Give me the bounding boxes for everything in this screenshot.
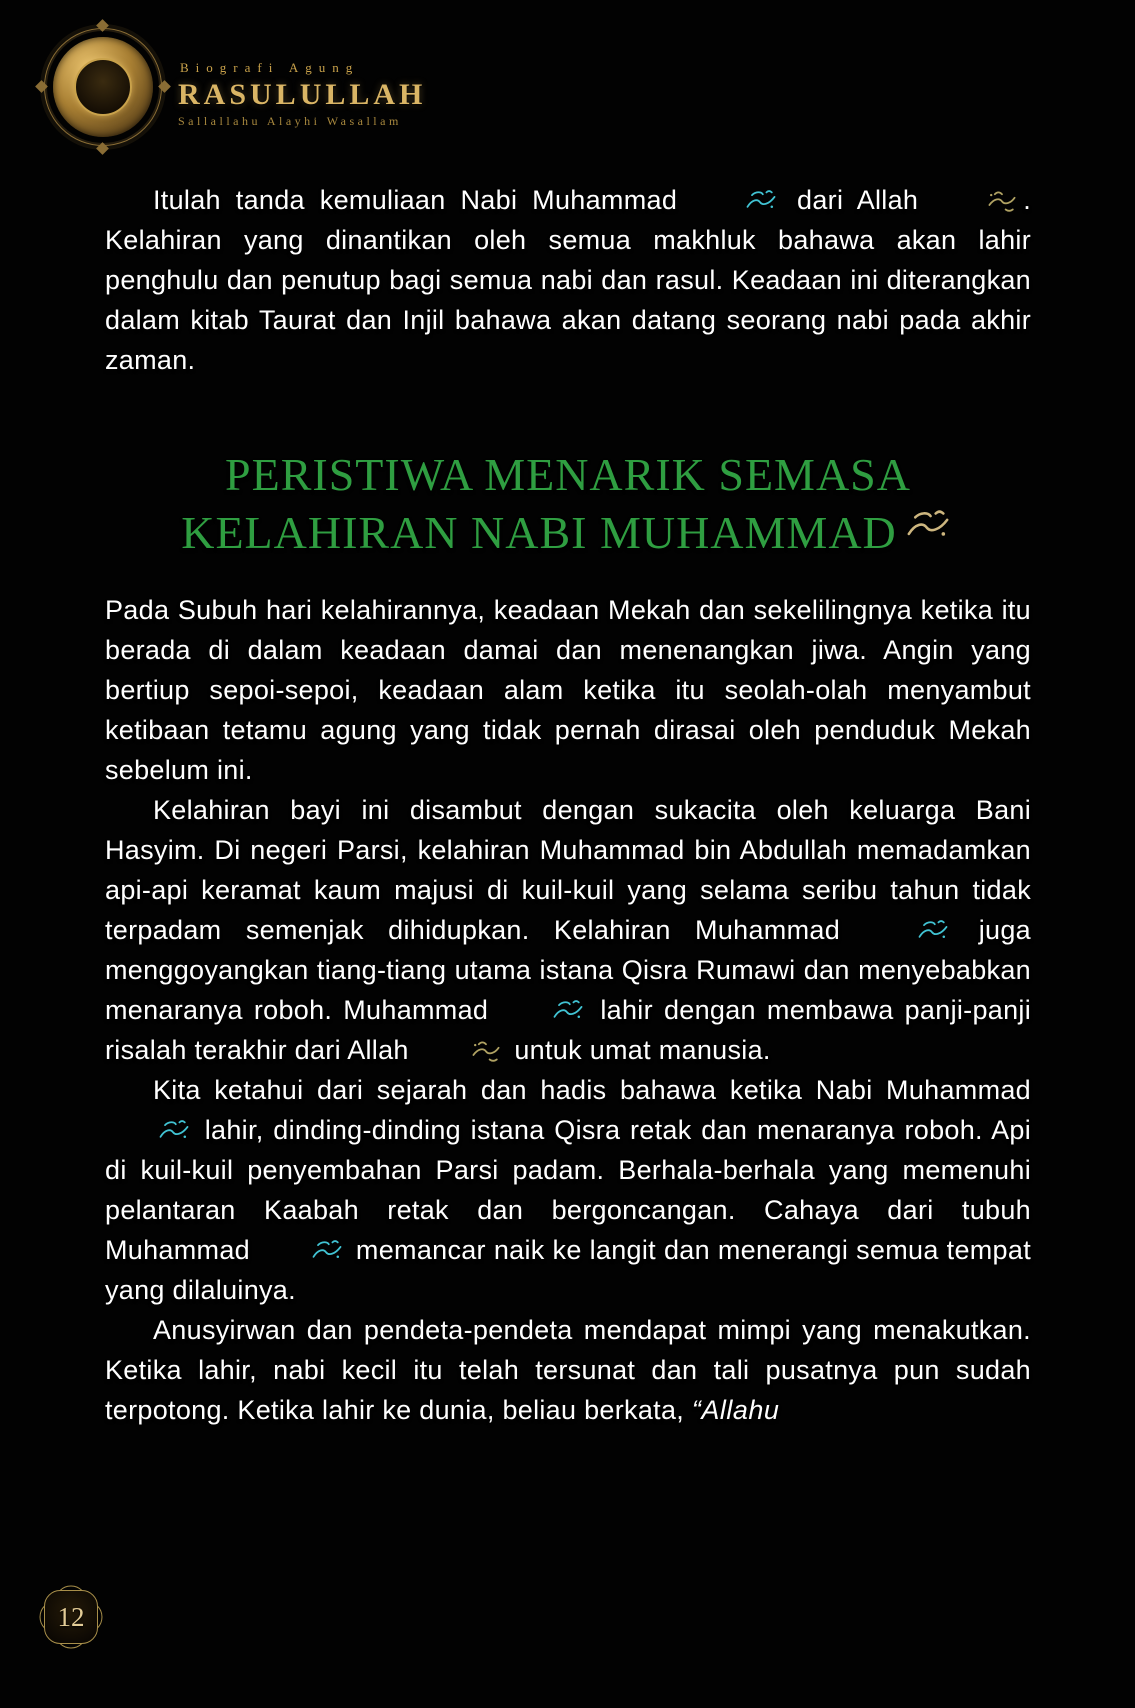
heading-saw-honorific-icon xyxy=(905,504,951,546)
book-title-block xyxy=(178,60,426,129)
page-content xyxy=(105,180,1031,1430)
page-number-badge xyxy=(40,1586,102,1648)
heading-line-2: KELAHIRAN NABI MUHAMMAD xyxy=(181,507,897,558)
saw-honorific-icon xyxy=(696,187,778,214)
book-emblem-icon xyxy=(44,28,162,146)
intro-paragraphs xyxy=(105,180,1031,380)
emblem-medallion xyxy=(74,58,132,116)
swt-honorific-icon xyxy=(421,1037,503,1064)
paragraph: Itulah tanda kemuliaan Nabi Muhammad dari Allah . Kelahiran yang dinantikan oleh semua makhluk bahawa akan lahir penghulu dan penutup bagi semua nabi dan rasul. Keadaan ini diterangkan dalam kitab Taurat dan Injil bahawa akan datang seorang nabi pada akhir zaman. xyxy=(105,185,1031,375)
paragraph: Pada Subuh hari kelahirannya, keadaan Mekah dan sekelilingnya ketika itu berada di dalam keadaan damai dan menenangkan jiwa. Angin yang bertiup sepoi-sepoi, keadaan alam ketika itu seolah-olah menyambut ketibaan tetamu agung yang tidak pernah dirasai oleh penduduk Mekah sebelum ini. xyxy=(105,595,1031,785)
book-subtitle: Sallallahu Alayhi Wasallam xyxy=(178,114,402,128)
saw-honorific-icon xyxy=(868,917,950,944)
section-heading xyxy=(105,446,1031,562)
paragraph: Kita ketahui dari sejarah dan hadis bahawa ketika Nabi Muhammad lahir, dinding-dinding istana Qisra retak dan menaranya roboh. Api di kuil-kuil penyembahan Parsi padam. Berhala-berhala yang memenuhi pelantaran Kaabah retak dan bergoncangan. Cahaya dari tubuh Muhammad memancar naik ke langit dan menerangi semua tempat yang dilaluinya. xyxy=(105,1075,1031,1305)
saw-honorific-icon xyxy=(503,997,585,1024)
series-title: Biografi Agung xyxy=(180,60,360,75)
book-main-title: RASULULLAH xyxy=(178,78,427,111)
heading-line-1: PERISTIWA MENARIK SEMASA xyxy=(225,449,911,500)
main-paragraphs xyxy=(105,590,1031,1430)
paragraph: Kelahiran bayi ini disambut dengan sukacita oleh keluarga Bani Hasyim. Di negeri Parsi, kelahiran Muhammad bin Abdullah memadamkan api-api keramat kaum majusi di kuil-kuil yang selama seribu tahun tidak terpadam semenjak dihidupkan. Kelahiran Muhammad juga menggoyangkan tiang-tiang utama istana Qisra Rumawi dan menyebabkan menaranya roboh. Muhammad lahir dengan membawa panji-panji risalah terakhir dari Allah untuk umat manusia. xyxy=(105,795,1032,1065)
saw-honorific-icon xyxy=(262,1237,344,1264)
saw-honorific-icon xyxy=(109,1117,191,1144)
paragraph: Anusyirwan dan pendeta-pendeta mendapat mimpi yang menakutkan. Ketika lahir, nabi kecil itu telah tersunat dan tali pusatnya pun sudah terpotong. Ketika lahir ke dunia, beliau berkata, “Allahu xyxy=(105,1315,1031,1425)
swt-honorific-icon xyxy=(937,187,1019,214)
page-number: 12 xyxy=(57,1601,85,1632)
